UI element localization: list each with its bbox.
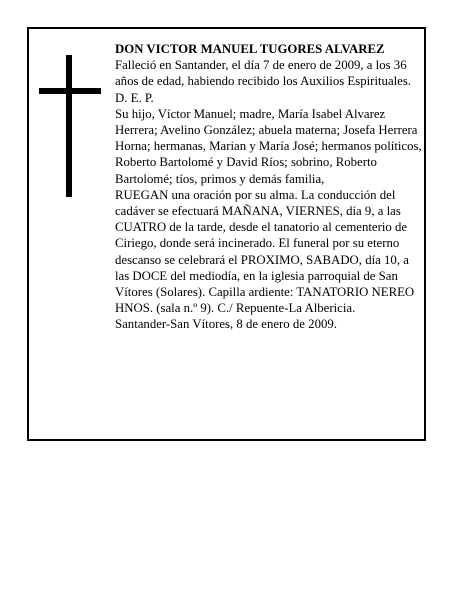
rest-in-peace: D. E. P.: [115, 90, 154, 105]
family-list: Su hijo, Víctor Manuel; madre, María Isabel Alvarez Herrera; Avelino González; abuela materna; Josefa Herrera Horna; hermanas, Marian y María José; hermanos políticos, Roberto Bartolomé y David Ríos; sobrino, Roberto Bartolomé; tíos, primos y demás familia,: [115, 106, 422, 186]
cross-horizontal-bar: [39, 88, 101, 94]
death-statement: Falleció en Santander, el día 7 de enero de 2009, a los 36 años de edad, habiendo recibido los Auxilios Espirituales.: [115, 58, 412, 89]
cross-vertical-bar: [66, 55, 72, 197]
place-date: Santander-San Vítores, 8 de enero de 2009.: [115, 317, 337, 332]
obituary-notice: [27, 27, 426, 441]
notice-text: [115, 41, 425, 333]
funeral-details: RUEGAN una oración por su alma. La conducción del cadáver se efectuará MAÑANA, VIERNES, día 9, a las CUATRO de la tarde, desde el tanatorio al cementerio de Ciriego, donde será incinerado. El funeral por su eterno descanso se celebrará el PROXIMO, SABADO, día 10, a las DOCE del mediodía, en la iglesia parroquial de San Vítores (Solares). Capilla ardiente: TANATORIO NEREO HNOS. (sala n.º 9). C./ Repuente-La Albericia.: [115, 187, 415, 316]
cross-icon: [39, 55, 101, 197]
deceased-name: DON VICTOR MANUEL TUGORES ALVAREZ: [115, 42, 385, 56]
